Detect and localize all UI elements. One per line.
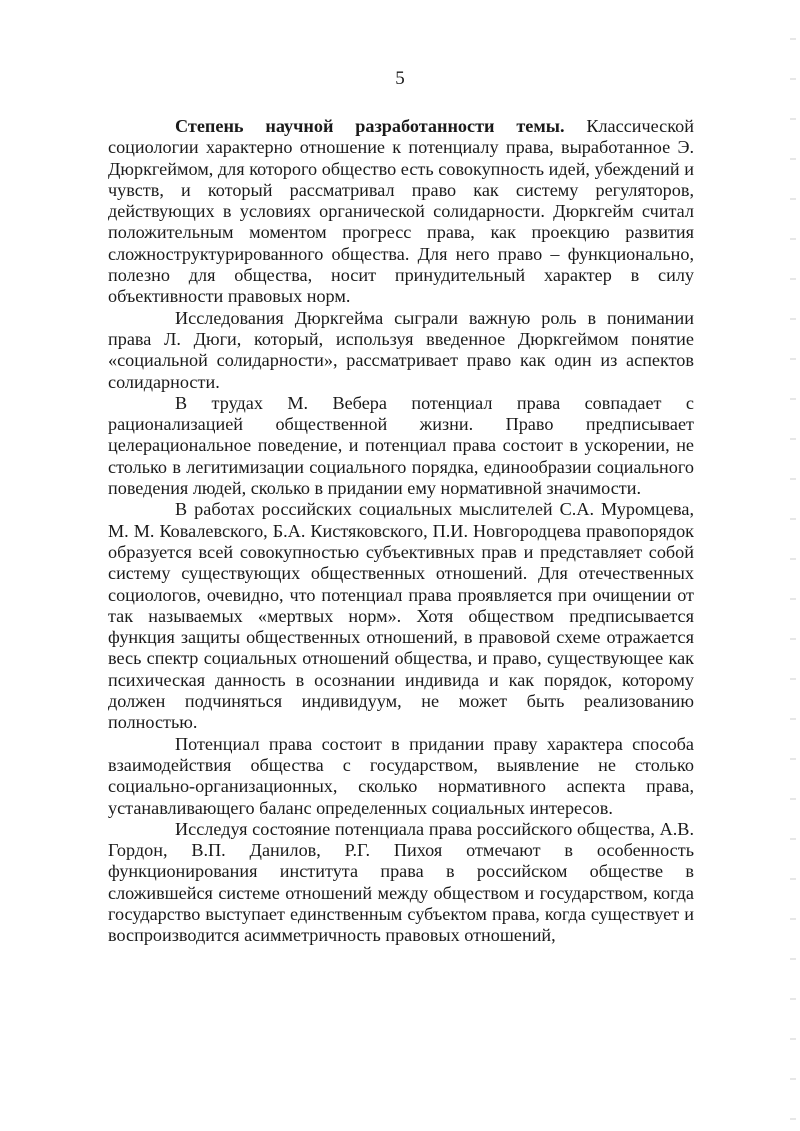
document-body bbox=[108, 116, 694, 947]
section-heading: Степень научной разработанности темы. bbox=[175, 116, 565, 136]
paragraph: Исследования Дюркгейма сыграли важную роль в понимании права Л. Дюги, который, используя введенное Дюркгеймом понятие «социальной солидарности», рассматривает право как один из аспектов солидарности. bbox=[108, 307, 694, 392]
scan-edge-marks bbox=[790, 0, 796, 1131]
paragraph: В трудах М. Вебера потенциал права совпадает с рационализацией общественной жизни. Право предписывает целерациональное поведение, и потенциал права состоит в ускорении, не столько в легитимизации социального порядка, единообразии социального поведения людей, сколько в придании ему нормативной значимости. bbox=[108, 392, 694, 499]
paragraph bbox=[108, 116, 694, 308]
paragraph: В работах российских социальных мыслителей С.А. Муромцева, М. М. Ковалевского, Б.А. Кистяковского, П.И. Новгородцева правопорядок образуется всей совокупностью субъективных прав и представляет собой систему существующих общественных отношений. Для отечественных социологов, очевидно, что потенциал права проявляется при очищении от так называемых «мертвых норм». Хотя обществом предписывается функция защиты общественных отношений, в правовой схеме отражается весь спектр социальных отношений общества, и право, существующее как психическая данность в осознании индивида и как порядок, которому должен подчиняться индивидуум, не может быть реализованию полностью. bbox=[108, 499, 694, 733]
paragraph: Исследуя состояние потенциала права российского общества, А.В. Гордон, В.П. Данилов, Р.Г. Пихоя отмечают в особенность функционирования института права в российском обществе в сложившейся системе отношений между обществом и государством, когда государство выступает единственным субъектом права, когда существует и воспроизводится асимметричность правовых отношений, bbox=[108, 818, 694, 946]
page-number: 5 bbox=[395, 68, 405, 89]
paragraph: Потенциал права состоит в придании праву характера способа взаимодействия общества с государством, выявление не столько социально-организационных, сколько нормативного аспекта права, устанавливающего баланс определенных социальных интересов. bbox=[108, 733, 694, 818]
paragraph-text: Классической социологии характерно отношение к потенциалу права, выработанное Э. Дюркгеймом, для которого общество есть совокупность идей, убеждений и чувств, и который рассматривал право как систему регуляторов, действующих в условиях органической солидарности. Дюркгейм считал положительным моментом прогресс права, как проекцию развития сложноструктурированного общества. Для него право – функционально, полезно для общества, носит принудительный характер в силу объективности правовых норм. bbox=[108, 116, 694, 307]
